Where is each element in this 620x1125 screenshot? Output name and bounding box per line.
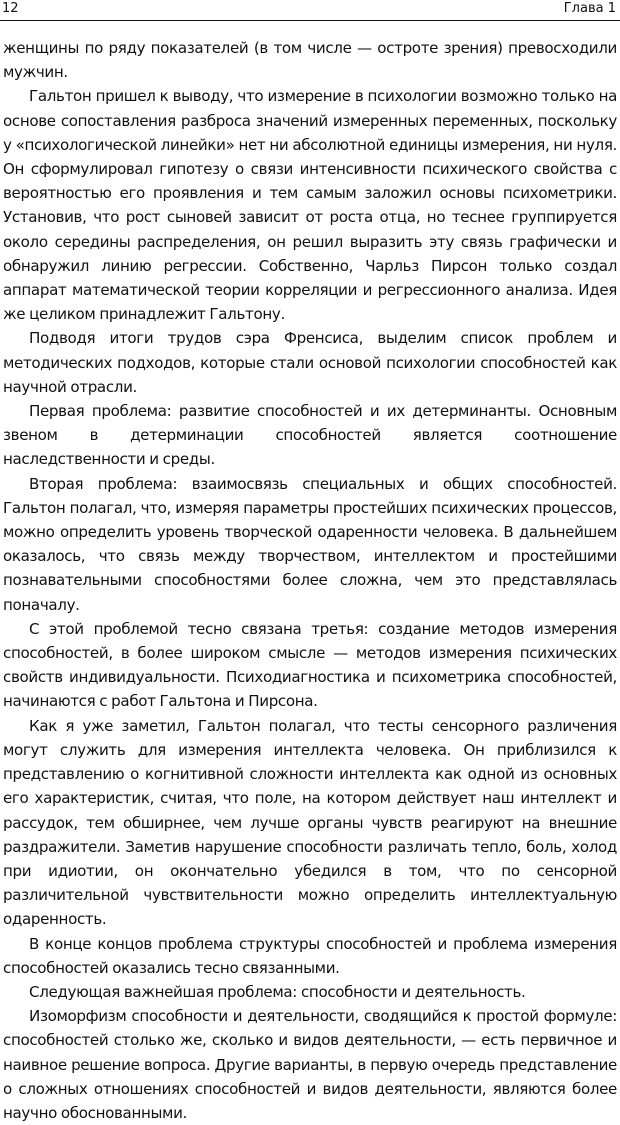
paragraph: С этой проблемой тесно связана третья: создание методов измерения способностей, в более широком смысле — методов измерения психических свойств индивидуальности. Психодиагностика и психометрика способностей, начинаются с работ Гальтона и Пирсона. (3, 619, 617, 711)
paragraph: Подводя итоги трудов сэра Френсиса, выделим список проблем и методических подходов, которые стали основой психологии способностей как научной отрасли. (3, 329, 617, 396)
page-body (3, 36, 617, 1125)
paragraph: Следующая важнейшая проблема: способности и деятельность. (29, 982, 526, 1001)
paragraph: В конце концов проблема структуры способностей и проблема измерения способностей оказались тесно связанными. (3, 934, 617, 977)
running-header (2, 0, 616, 17)
paragraph: Изоморфизм способности и деятельности, сводящийся к простой формуле: способностей столько же, сколько и видов деятельности, — есть первичное и наивное решение вопроса. Другие варианты, в первую очередь представление о сложных отношениях способностей и видов деятельности, являются более научно обоснованными. (3, 1007, 617, 1122)
chapter-title: Глава 1 (563, 1, 616, 16)
paragraph-continued: женщины по ряду показателей (в том числе — остроте зрения) превосходили мужчин. (3, 39, 617, 82)
paragraph: Первая проблема: развитие способностей и их детерминанты. Основным звеном в детерминации способностей является соотношение наследственности и среды. (3, 402, 617, 469)
paragraph: Гальтон пришел к выводу, что измерение в психологии возможно только на основе сопоставления разброса значений измеренных переменных, поскольку у «психологической линейки» нет ни абсолютной единицы измерения, ни нуля. Он сформулировал гипотезу о связи интенсивности психического свойства с вероятностью его проявления и тем самым заложил основы психометрики. Установив, что рост сыновей зависит от роста отца, но теснее группируется около середины распределения, он решил выразить эту связь графически и обнаружил линию регрессии. Собственно, Чарльз Пирсон только создал аппарат математической теории корреляции и регрессионного анализа. Идея же целиком принадлежит Гальтону. (3, 87, 617, 324)
header-divider (0, 20, 620, 21)
paragraph: Вторая проблема: взаимосвязь специальных и общих способностей. Гальтон полагал, что, измеряя параметры простейших психических процессов, можно определить уровень творческой одаренности человека. В дальнейшем оказалось, что связь между творчеством, интеллектом и простейшими познавательными способностями более сложна, чем это представлялась поначалу. (3, 474, 617, 614)
page-number: 12 (2, 1, 19, 16)
paragraph: Как я уже заметил, Гальтон полагал, что тесты сенсорного различения могут служить для измерения интеллекта человека. Он приблизился к представлению о когнитивной сложности интеллекта как одной из основных его характеристик, считая, что поле, на котором действует наш интеллект и рассудок, тем обширнее, чем лучше органы чувств реагируют на внешние раздражители. Заметив нарушение способности различать тепло, боль, холод при идиотии, он окончательно убедился в том, что по сенсорной различительной чувствительности можно определить интеллектуальную одаренность. (3, 716, 617, 929)
